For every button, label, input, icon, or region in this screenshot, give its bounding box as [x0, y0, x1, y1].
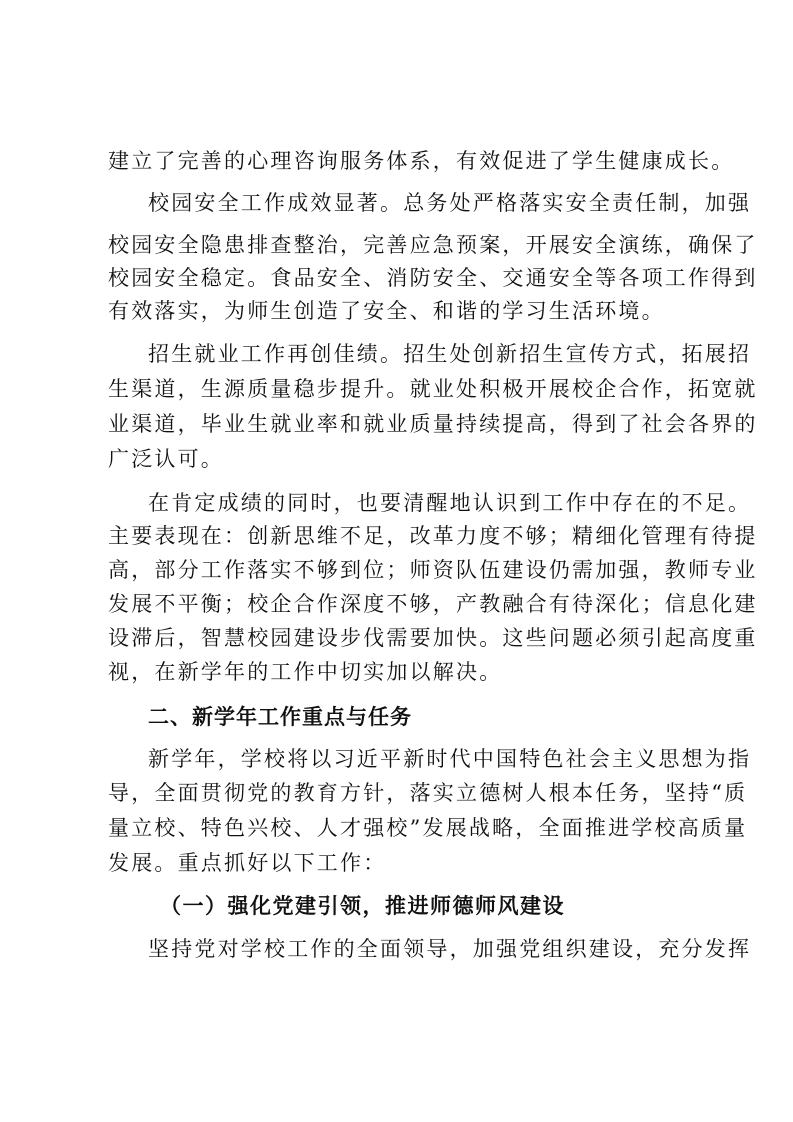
text-line: 发展不平衡；校企合作深度不够，产教融合有待深化；信息化建 [108, 592, 758, 616]
text-line: 设滞后，智慧校园建设步伐需要加快。这些问题必须引起高度重 [108, 626, 758, 650]
text-line: 高，部分工作落实不够到位；师资队伍建设仍需加强，教师专业 [108, 558, 758, 582]
paragraph-start-line: 校园安全工作成效显著。总务处严格落实安全责任制，加强 [148, 191, 752, 215]
text-line: 生渠道，生源质量稳步提升。就业处积极开展校企合作，拓宽就 [108, 377, 758, 401]
text-line: 广泛认可。 [108, 447, 224, 471]
text-line: 导，全面贯彻党的教育方针，落实立德树人根本任务，坚持“质 [108, 781, 748, 805]
text-line: 主要表现在：创新思维不足，改革力度不够；精细化管理有待提 [108, 524, 758, 548]
text-line: 校园安全隐患排查整治，完善应急预案，开展安全演练，确保了 [108, 233, 758, 257]
paragraph-start-line: 在肯定成绩的同时，也要清醒地认识到工作中存在的不足。 [148, 491, 752, 515]
paragraph-start-line: 坚持党对学校工作的全面领导，加强党组织建设，充分发挥 [148, 937, 752, 961]
section-heading: 二、新学年工作重点与任务 [148, 705, 412, 729]
paragraph-start-line: 新学年，学校将以习近平新时代中国特色社会主义思想为指 [148, 747, 752, 771]
text-line: 视，在新学年的工作中切实加以解决。 [108, 660, 503, 684]
paragraph-start-line: 招生就业工作再创佳绩。招生处创新招生宣传方式，拓展招 [148, 342, 752, 366]
text-line: 发展。重点抓好以下工作： [108, 851, 387, 875]
text-line: 建立了完善的心理咨询服务体系，有效促进了学生健康成长。 [108, 149, 735, 173]
text-line: 校园安全稳定。食品安全、消防安全、交通安全等各项工作得到 [108, 266, 758, 290]
subsection-heading: （一）强化党建引领，推进师德师风建设 [160, 893, 565, 918]
text-line: 量立校、特色兴校、人才强校”发展战略，全面推进学校高质量 [108, 816, 748, 840]
text-line: 业渠道，毕业生就业率和就业质量持续提高，得到了社会各界的 [108, 412, 758, 436]
text-line: 有效落实，为师生创造了安全、和谐的学习生活环境。 [108, 299, 665, 323]
